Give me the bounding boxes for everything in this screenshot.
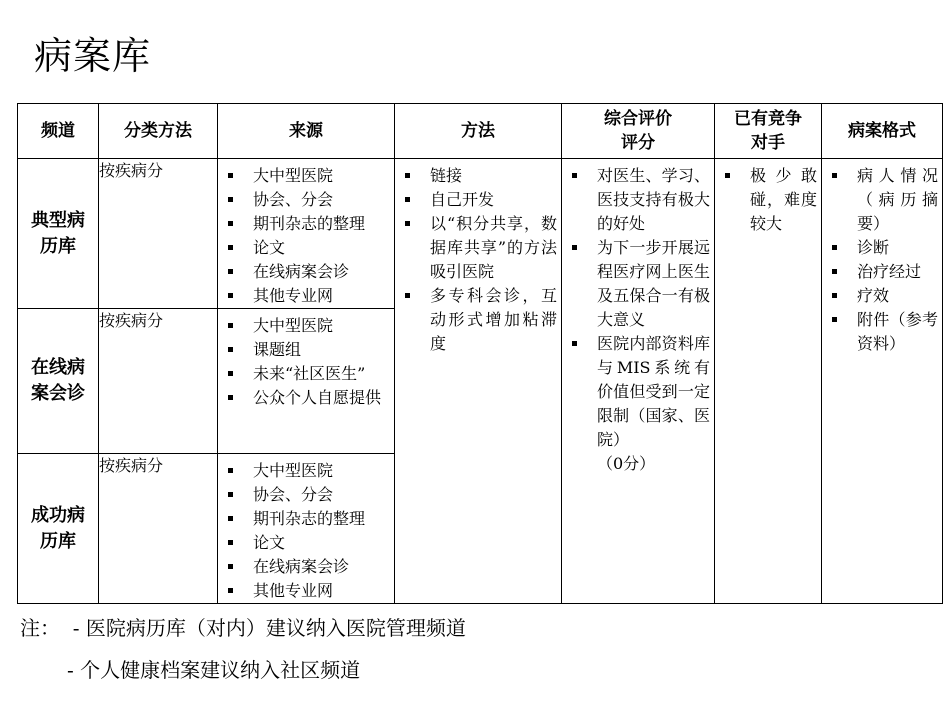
- list-item: 附件（参考资料）: [830, 308, 938, 356]
- channel-cell: 典型病 历库: [18, 159, 99, 309]
- channel-cell: 在线病 案会诊: [18, 309, 99, 454]
- method-cell: [395, 159, 562, 604]
- list-item: 大中型医院: [226, 164, 390, 188]
- note-line-2: - 个人健康档案建议纳入社区频道: [67, 658, 361, 682]
- competitor-cell: [715, 159, 822, 604]
- source-cell: [218, 309, 395, 454]
- channel-cell: 成功病 历库: [18, 454, 99, 604]
- list-item: 未来“社区医生”: [226, 362, 390, 386]
- note-text-1: - 医院病历库（对内）建议纳入医院管理频道: [72, 616, 466, 640]
- header-method: 方法: [395, 104, 562, 159]
- case-library-table: [17, 103, 943, 604]
- list-item: 论文: [226, 531, 390, 555]
- list-item: 期刊杂志的整理: [226, 507, 390, 531]
- list-item: 疗效: [830, 284, 938, 308]
- header-channel: 频道: [18, 104, 99, 159]
- header-eval: 综合评价 评分: [562, 104, 715, 159]
- source-cell: [218, 159, 395, 309]
- list-item: 大中型医院: [226, 314, 390, 338]
- list-item: 其他专业网: [226, 579, 390, 603]
- list-item: 大中型医院: [226, 459, 390, 483]
- format-cell: [822, 159, 943, 604]
- list-item: 在线病案会诊: [226, 555, 390, 579]
- list-item: 诊断: [830, 236, 938, 260]
- list-item: 协会、分会: [226, 188, 390, 212]
- evaluation-cell: [562, 159, 715, 604]
- list-item: 以“积分共享，数据库共享”的方法吸引医院: [403, 212, 557, 284]
- classify-cell: 按疾病分: [99, 159, 218, 309]
- list-item: 对医生、学习、医技支持有极大的好处: [570, 164, 710, 236]
- list-item: 公众个人自愿提供: [226, 386, 390, 410]
- table-row: [18, 159, 943, 309]
- list-item: 协会、分会: [226, 483, 390, 507]
- note-line-1: [20, 616, 466, 640]
- list-item: 期刊杂志的整理: [226, 212, 390, 236]
- header-row: [18, 104, 943, 159]
- list-item: 其他专业网: [226, 284, 390, 308]
- list-item: 在线病案会诊: [226, 260, 390, 284]
- list-item: 病人情况（病历摘要）: [830, 164, 938, 236]
- header-competitor: 已有竞争 对手: [715, 104, 822, 159]
- list-item: 多专科会诊，互动形式增加粘滞度: [403, 284, 557, 356]
- list-item: 链接: [403, 164, 557, 188]
- classify-cell: 按疾病分: [99, 454, 218, 604]
- list-item: 自己开发: [403, 188, 557, 212]
- list-item: 治疗经过: [830, 260, 938, 284]
- list-item: 课题组: [226, 338, 390, 362]
- list-item: 医院内部资料库与MIS系统有价值但受到一定限制（国家、医院）: [570, 332, 710, 452]
- list-item: 论文: [226, 236, 390, 260]
- source-cell: [218, 454, 395, 604]
- score-text: （0分）: [597, 454, 656, 473]
- header-source: 来源: [218, 104, 395, 159]
- page-title: 病案库: [34, 34, 152, 78]
- list-item: 为下一步开展远程医疗网上医生及五保合一有极大意义: [570, 236, 710, 332]
- list-item: 极少敢碰，难度较大: [723, 164, 817, 236]
- note-label: 注：: [20, 616, 60, 640]
- header-classify: 分类方法: [99, 104, 218, 159]
- classify-cell: 按疾病分: [99, 309, 218, 454]
- header-format: 病案格式: [822, 104, 943, 159]
